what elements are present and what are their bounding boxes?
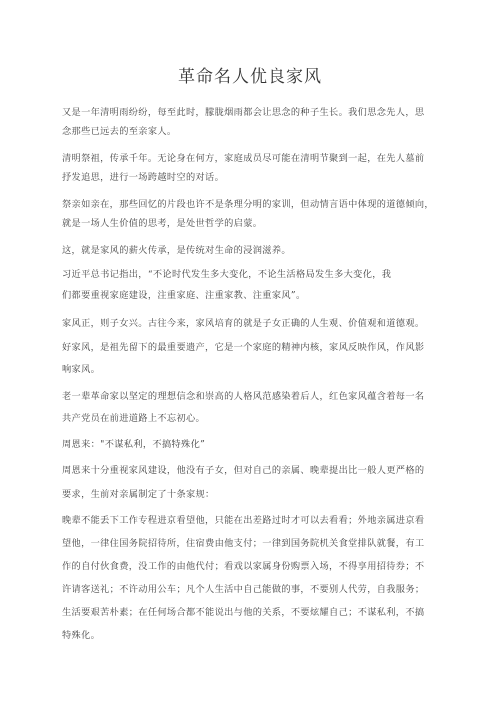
text-line: 清明祭祖，传承千年。无论身在何方，家庭成员尽可能在清明节聚到一起，在先人墓前: [62, 153, 425, 164]
text-line: 望他，一律住国务院招待所，住宿费由他支付；一律到国务院机关食堂排队就餐，有工: [62, 538, 425, 549]
text-line: 祭亲如亲在，那些回忆的片段也许不是条理分明的家训，但动情言语中体现的道德倾向，: [62, 199, 434, 210]
text-line: 许请客送礼；不许动用公车；凡个人生活中自己能做的事，不要别人代劳，自我服务；: [62, 584, 425, 595]
text-line: 生活要艰苦朴素；在任何场合都不能说出与他的关系，不要炫耀自己；不谋私利，不搞: [62, 607, 425, 618]
text-line: 周恩来十分重视家风建设，他没有子女，但对自己的亲属、晚辈提出比一般人更严格的: [62, 465, 425, 476]
text-line: 又是一年清明雨纷纷，每至此时，朦胧烟雨都会让思念的种子生长。我们思念先人，思: [62, 107, 425, 118]
document-title: 革命名人优良家风: [178, 67, 322, 87]
text-line: 作的自付伙食费，没工作的由他代付；看戏以家属身份购票入场，不得享用招待券；不: [62, 561, 425, 572]
text-line: 们都要重视家庭建设，注重家庭、注重家教、注重家风”。: [62, 290, 306, 301]
text-line: 共产党员在前进道路上不忘初心。: [62, 413, 206, 424]
text-line: 抒发追思，进行一场跨越时空的对话。: [62, 172, 225, 183]
text-line: 响家风。: [62, 364, 101, 375]
text-line: 周恩来："不谋私利，不搞特殊化”: [62, 439, 206, 450]
text-line: 老一辈革命家以坚定的理想信念和崇高的人格风范感染着后人，红色家风蕴含着每一名: [62, 391, 425, 402]
text-line: 要求，生前对亲属制定了十条家规：: [62, 489, 215, 500]
text-line: 好家风，是祖先留下的最重要遗产，它是一个家庭的精神内核，家风反映作风，作风影: [62, 342, 425, 353]
text-line: 家风正，则子女兴。古往今来，家风培育的就是子女正确的人生观、价值观和道德观。: [62, 318, 425, 329]
text-line: 就是一场人生价值的思考，是处世哲学的启蒙。: [62, 218, 263, 229]
text-line: 这，就是家风的薪火传承，是传统对生命的浸润滋养。: [62, 245, 291, 256]
text-line: 念那些已远去的至亲家人。: [62, 126, 177, 137]
text-line: 晚辈不能丢下工作专程进京看望他，只能在出差路过时才可以去看看；外地亲属进京看: [62, 515, 425, 526]
text-line: 特殊化。: [62, 630, 101, 641]
text-line: 习近平总书记指出，“不论时代发生多大变化，不论生活格局发生多大变化，我: [62, 269, 392, 280]
